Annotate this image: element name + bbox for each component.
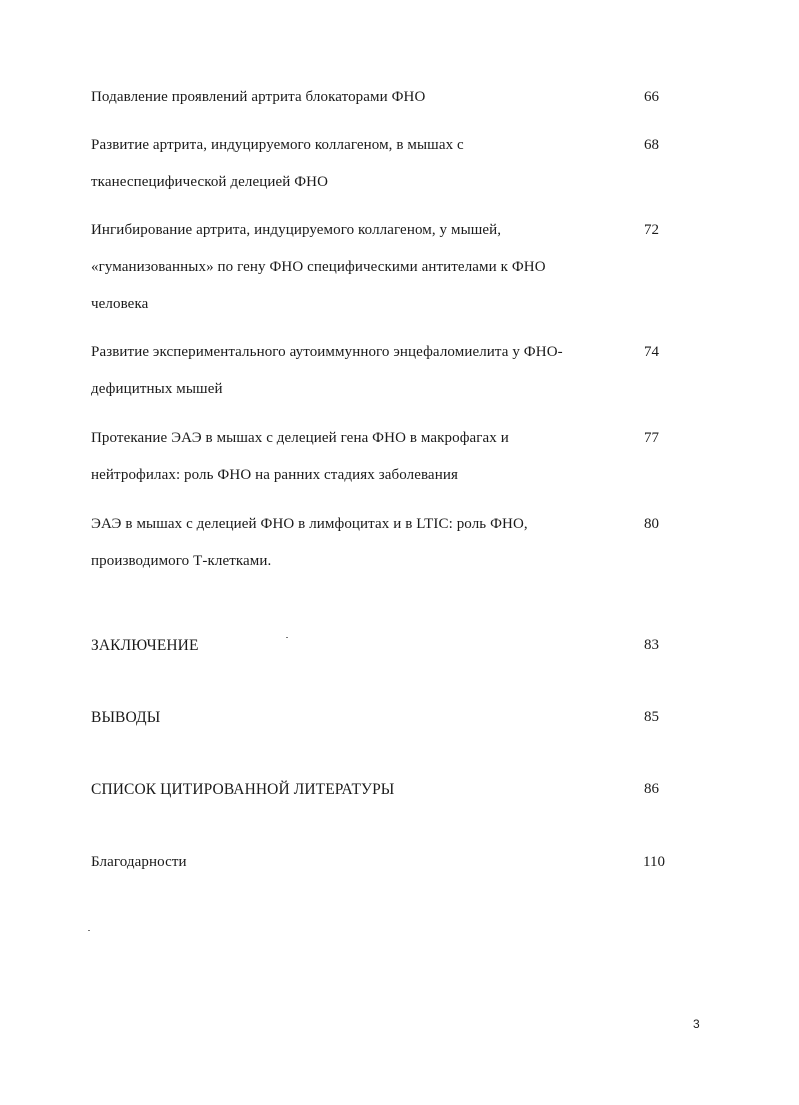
toc-entry-line: тканеспецифической делецией ФНО	[91, 174, 329, 190]
toc-entry-line: Ингибирование артрита, индуцируемого коллагеном, у мышей,	[91, 222, 502, 238]
toc-entry-line: человека	[91, 296, 149, 312]
toc-entry-title	[91, 506, 621, 580]
toc-entry-title	[91, 127, 621, 201]
toc-entry-line: ЗАКЛЮЧЕНИЕ	[91, 637, 199, 654]
toc-entry-page: 66	[644, 89, 659, 105]
toc-entry-title	[91, 771, 621, 808]
toc-entry-line: производимого Т-клетками.	[91, 553, 272, 569]
toc-entry-page: 86	[644, 781, 659, 797]
toc-entry-title	[91, 844, 621, 881]
page-number: 3	[693, 1017, 700, 1031]
toc-entry-page: 110	[643, 854, 665, 870]
toc-entry-page: 80	[644, 516, 659, 532]
toc-entry-line: дефицитных мышей	[91, 381, 223, 397]
toc-entry-page: 74	[644, 344, 659, 360]
toc-entry-title	[91, 334, 621, 408]
toc-entry-line: «гуманизованных» по гену ФНО специфическими антителами к ФНО	[91, 259, 546, 275]
toc-entry-title	[91, 79, 621, 116]
toc-entry-line: ЭАЭ в мышах с делецией ФНО в лимфоцитах и в LTIC: роль ФНО,	[91, 516, 528, 532]
toc-entry-page: 68	[644, 137, 659, 153]
toc-entry-line: Развитие артрита, индуцируемого коллагеном, в мышах с	[91, 137, 464, 153]
toc-entry-line: Подавление проявлений артрита блокаторами ФНО	[91, 89, 426, 105]
toc-entry-title	[91, 420, 621, 494]
toc-entry-title	[91, 627, 621, 664]
toc-entry-line: ВЫВОДЫ	[91, 709, 161, 726]
toc-entry-page: 83	[644, 637, 659, 653]
toc-entry-line: нейтрофилах: роль ФНО на ранних стадиях заболевания	[91, 467, 458, 483]
toc-entry-page: 85	[644, 709, 659, 725]
toc-entry-line: Протекание ЭАЭ в мышах с делецией гена ФНО в макрофагах и	[91, 430, 509, 446]
toc-entry-title	[91, 212, 621, 323]
scan-speck	[286, 637, 288, 638]
toc-entry-line: СПИСОК ЦИТИРОВАННОЙ ЛИТЕРАТУРЫ	[91, 781, 395, 798]
toc-entry-line: Благодарности	[91, 854, 187, 870]
toc-entry-page: 77	[644, 430, 659, 446]
scan-speck	[88, 930, 90, 931]
toc-entry-page: 72	[644, 222, 659, 238]
toc-entry-title	[91, 699, 621, 736]
toc-entry-line: Развитие экспериментального аутоиммунного энцефаломиелита у ФНО-	[91, 344, 563, 360]
